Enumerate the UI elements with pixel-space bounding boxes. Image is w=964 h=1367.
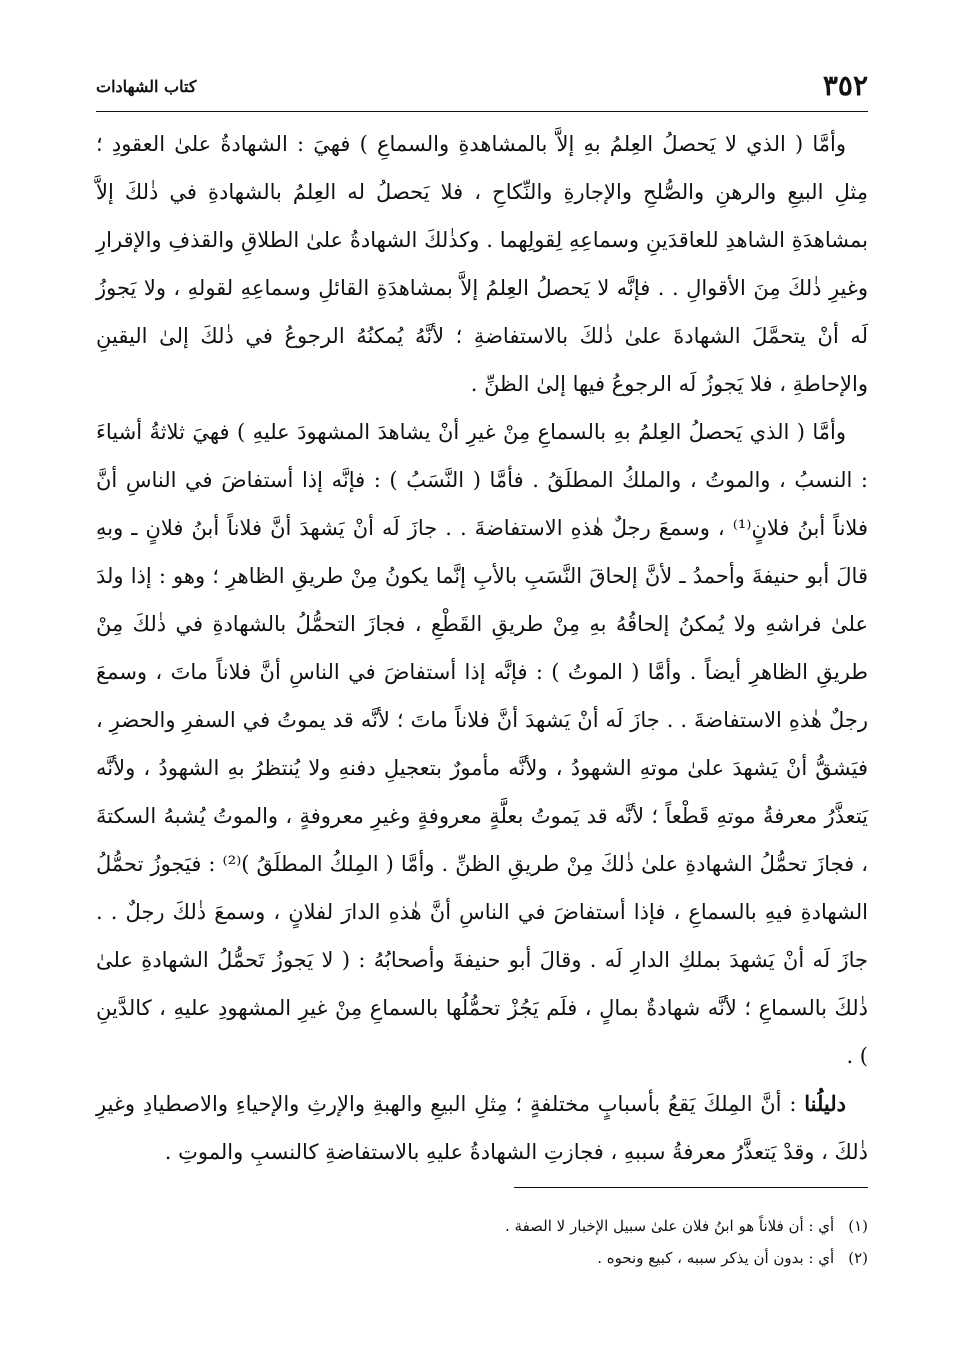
paragraph-1: وأمَّا ( الذي لا يَحصلُ العِلمُ بهِ إلاَّ بالمشاهدةِ والسماعِ ) فهيَ : الشهادةُ علىٰ العقودِ ؛ مِثلِ البيعِ والرهنِ والصُّلحِ والإجارةِ والنِّكاحِ ، فلا يَحصلُ له العِلمُ بالشهادةِ في ذٰلكَ إلاَّ بمشاهدَةِ الشاهدِ للعاقدَينِ وسماعِهِ لِقولِهما . وكذٰلكَ الشهادةُ علىٰ الطلاقِ والقذفِ والإقرارِ وغيرِ ذٰلكَ مِنَ الأقوالِ . . فإنَّه لا يَحصلُ العِلمُ إلاَّ بمشاهدَةِ القائلِ وسماعِهِ لقولهِ ، ولا يَجوزُ لَه أنْ يتحمَّلَ الشهادةَ علىٰ ذٰلكَ بالاستفاضةِ ؛ لأنَّهُ يُمكنُهُ الرجوعُ في ذٰلكَ إلىٰ اليقينِ والإحاطةِ ، فلا يَجوزُ لَه الرجوعُ فيها إلىٰ الظنِّ . — [96, 132, 868, 396]
paragraph-3-lead: دليلُنا — [804, 1091, 846, 1116]
footnote-2 — [96, 1242, 868, 1274]
page-number: ٣٥٢ — [822, 69, 868, 102]
main-text — [96, 120, 868, 1176]
running-header — [96, 66, 868, 106]
footnote-2-text: أي : بدون أن يذكر سببه ، كبيع ونحوه . — [597, 1249, 835, 1267]
footnote-1-number: (١) — [848, 1217, 868, 1235]
paragraph-2: وأمَّا ( الذي يَحصلُ العِلمُ بهِ بالسماعِ مِنْ غيرِ أنْ يشاهدَ المشهودَ عليهِ ) فهيَ ثلاثةُ أشياءَ : النسبُ ، والموتُ ، والملكُ المطلَقُ . فأمَّا ( النَّسَبُ ) : فإنَّه إذا أستفاضَ في الناسِ أنَّ فلاناً أبنُ فلانٍ⁽¹⁾ ، وسمعَ رجلٌ هٰذهِ الاستفاضةَ . . جازَ لَه أنْ يَشهدَ أنَّ فلاناً أبنُ فلانٍ ـ وبهِ قالَ أبو حنيفةَ وأحمدُ ـ لأنَّ إلحاقَ النَّسَبِ بالأبِ إنَّما يكونُ مِنْ طريقِ الظاهرِ ؛ وهو : إذا ولدَ علىٰ فراشهِ ولا يُمكنُ إلحاقُهُ بهِ مِنْ طريقِ القَطْعِ ، فجازَ التحمُّلُ بالشهادةِ في ذٰلكَ مِنْ طريقِ الظاهرِ أيضاً . وأمَّا ( الموتُ ) : فإنَّه إذا أستفاضَ في الناسِ أنَّ فلاناً ماتَ ، وسمعَ رجلٌ هٰذهِ الاستفاضةَ . . جازَ لَه أنْ يَشهدَ أنَّ فلاناً ماتَ ؛ لأنَّه قد يموتُ في السفرِ والحضرِ ، فيَشقُّ أنْ يَشهدَ علىٰ موتهِ الشهودُ ، ولأنَّه مأمورٌ بتعجيلِ دفنهِ ولا يُنتظرُ بهِ الشهودُ ، ولأنَّه يَتعذَّرُ معرفةُ موتهِ قَطْعاً ؛ لأنَّه قد يَموتُ بعلَّةٍ معروفةٍ وغيرِ معروفةٍ ، والموتُ يُشبهُ السكتةَ ، فجازَ تحمُّلُ الشهادةِ علىٰ ذٰلكَ مِنْ طريقِ الظنِّ . وأمَّا ( المِلكُ المطلَقُ )⁽²⁾ : فيَجوزُ تحمُّلُ الشهادةِ فيهِ بالسماعِ ، فإذا أستفاضَ في الناسِ أنَّ هٰذهِ الدارَ لفلانٍ ، وسمعَ ذٰلكَ رجلٌ . . جازَ لَه أنْ يَشهدَ بملكِ الدارِ لَه . وقالَ أبو حنيفةَ وأصحابُهُ : ( لا يَجوزُ تَحمُّلُ الشهادةِ علىٰ ذٰلكَ بالسماعِ ؛ لأنَّه شهادةٌ بمالٍ ، فلَم يَجُزْ تحمُّلُها بالسماعِ مِنْ غيرِ المشهودِ عليهِ ، كالدَّينِ ) . — [96, 420, 869, 1068]
book-title: كتاب الشهادات — [96, 77, 197, 96]
paragraph-3 — [96, 1080, 868, 1176]
paragraph-3-text: : أنَّ المِلكَ يَقعُ بأسبابٍ مختلفةٍ ؛ مِثلِ البيعِ والهبةِ والإرثِ والإحياءِ والاصطيادِ وغيرِ ذٰلكَ ، وقدْ يَتعذَّرُ معرفةُ سببهِ ، فجازتِ الشهادةُ عليهِ بالاستفاضةِ كالنسبِ والموتِ . — [96, 1092, 868, 1164]
header-divider — [96, 111, 868, 112]
footnote-1-text: أي : أن فلاناً هو ابنُ فلان علىٰ سبيل الإخبار لا الصفة . — [505, 1217, 835, 1235]
footnote-1 — [96, 1210, 868, 1242]
footnotes — [96, 1210, 868, 1274]
footnote-divider — [514, 1187, 868, 1188]
footnote-2-number: (٢) — [848, 1249, 868, 1267]
